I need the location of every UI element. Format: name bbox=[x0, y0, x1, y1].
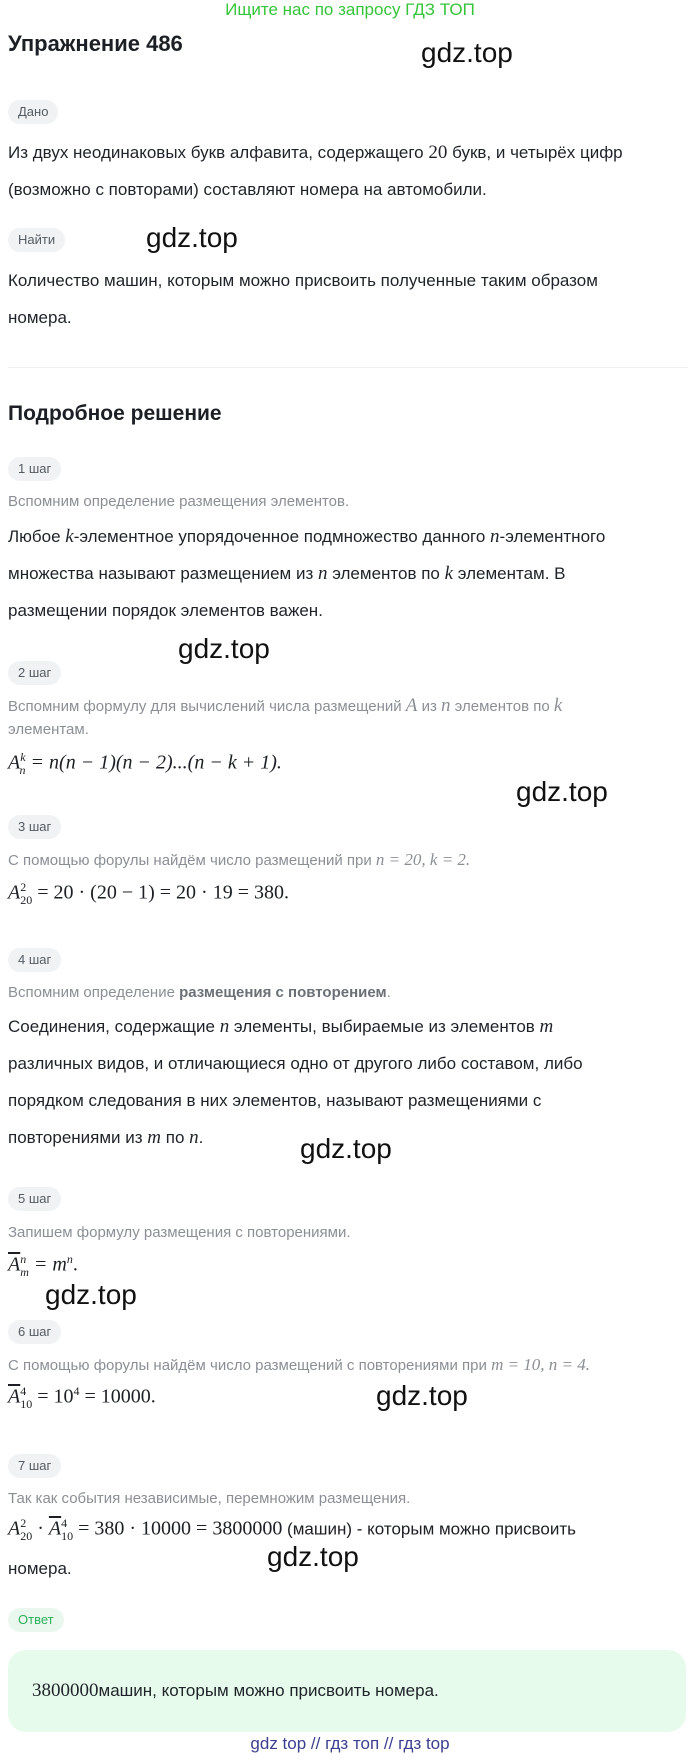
step-6-label: 6 шаг bbox=[8, 1320, 61, 1344]
step-4-text: Соединения, содержащие n элементы, выбираемые из элементов m различных видов, и отличающиеся одно от другого либо составом, либо порядком следования в них элементов, называют размещениями с повторениями из m по n. bbox=[8, 1016, 583, 1148]
step-3-label: 3 шаг bbox=[8, 815, 61, 839]
step-2-formula: $A^k_n = n(n - 1)(n - 2)...(n - k + 1)$. bbox=[8, 750, 282, 777]
step-2-label: 2 шаг bbox=[8, 661, 61, 685]
answer-label: Ответ bbox=[8, 1608, 64, 1632]
step-1-text: Любое k-элементное упорядоченное подмножество данного n-элементного множества называют размещением из n элементов по k элементам. В размещении порядок элементов важен. bbox=[8, 526, 606, 620]
step-5-hint: Запишем формулу размещения с повторениями. bbox=[8, 1224, 351, 1241]
page-title: Упражнение 486 bbox=[8, 31, 183, 56]
given-label: Дано bbox=[8, 100, 58, 124]
divider bbox=[8, 367, 688, 368]
given-text: Из двух неодинаковых букв алфавита, содержащего 20 букв, и четырёх цифр (возможно с повторами) составляют номера на автомобили. bbox=[8, 142, 623, 199]
watermark: gdz.top bbox=[267, 1541, 359, 1572]
find-text: Количество машин, которым можно присвоить полученные таким образом номера. bbox=[8, 271, 598, 327]
step-4-label: 4 шаг bbox=[8, 948, 61, 972]
watermark: gdz.top bbox=[516, 776, 608, 807]
step-5-formula: $\overline{A}^n_m = m^n$. bbox=[8, 1252, 78, 1279]
answer-text: машин, которым можно присвоить номера. bbox=[98, 1681, 439, 1700]
step-4-hint: Вспомним определение размещения с повторением. bbox=[8, 984, 391, 1001]
step-7-hint: Так как события независимые, перемножим размещения. bbox=[8, 1490, 411, 1507]
watermark: gdz.top bbox=[421, 37, 513, 68]
solution-title: Подробное решение bbox=[8, 402, 222, 425]
answer-box bbox=[8, 1650, 686, 1732]
top-banner: Ищите нас по запросу ГДЗ ТОП bbox=[225, 0, 475, 19]
watermark: gdz.top bbox=[300, 1133, 392, 1164]
step-7-formula: $A^2_{20} \cdot \overline{A}^4_{10} = 380 \cdot 10000 = 3800000$ (машин) - которым можно присвоить bbox=[8, 1516, 576, 1543]
watermark: gdz.top bbox=[376, 1380, 468, 1411]
watermark: gdz.top bbox=[178, 633, 270, 664]
step-6-formula: $\overline{A}^4_{10} = 10^4 = 10000$. bbox=[8, 1384, 156, 1411]
step-3-formula: $A^2_{20} = 20 \cdot (20 - 1) = 20 \cdot 19 = 380$. bbox=[8, 880, 289, 907]
step-2-hint: Вспомним формулу для вычислений числа размещений A из n элементов по k элементам. bbox=[8, 695, 563, 738]
answer-number: 3800000 bbox=[32, 1680, 99, 1701]
watermark: gdz.top bbox=[45, 1279, 137, 1310]
step-1-hint: Вспомним определение размещения элементов. bbox=[8, 493, 350, 510]
watermark: gdz.top bbox=[146, 222, 238, 253]
step-5-label: 5 шаг bbox=[8, 1187, 61, 1211]
footer-links: gdz top // гдз топ // гдз top bbox=[250, 1734, 450, 1753]
find-label: Найти bbox=[8, 228, 65, 252]
step-3-hint: С помощью форулы найдём число размещений при n = 20, k = 2. bbox=[8, 850, 471, 869]
step-6-hint: С помощью форулы найдём число размещений с повторениями при m = 10, n = 4. bbox=[8, 1355, 591, 1374]
step-7-text: номера. bbox=[8, 1559, 72, 1578]
step-7-label: 7 шаг bbox=[8, 1454, 61, 1478]
step-1-label: 1 шаг bbox=[8, 457, 61, 481]
